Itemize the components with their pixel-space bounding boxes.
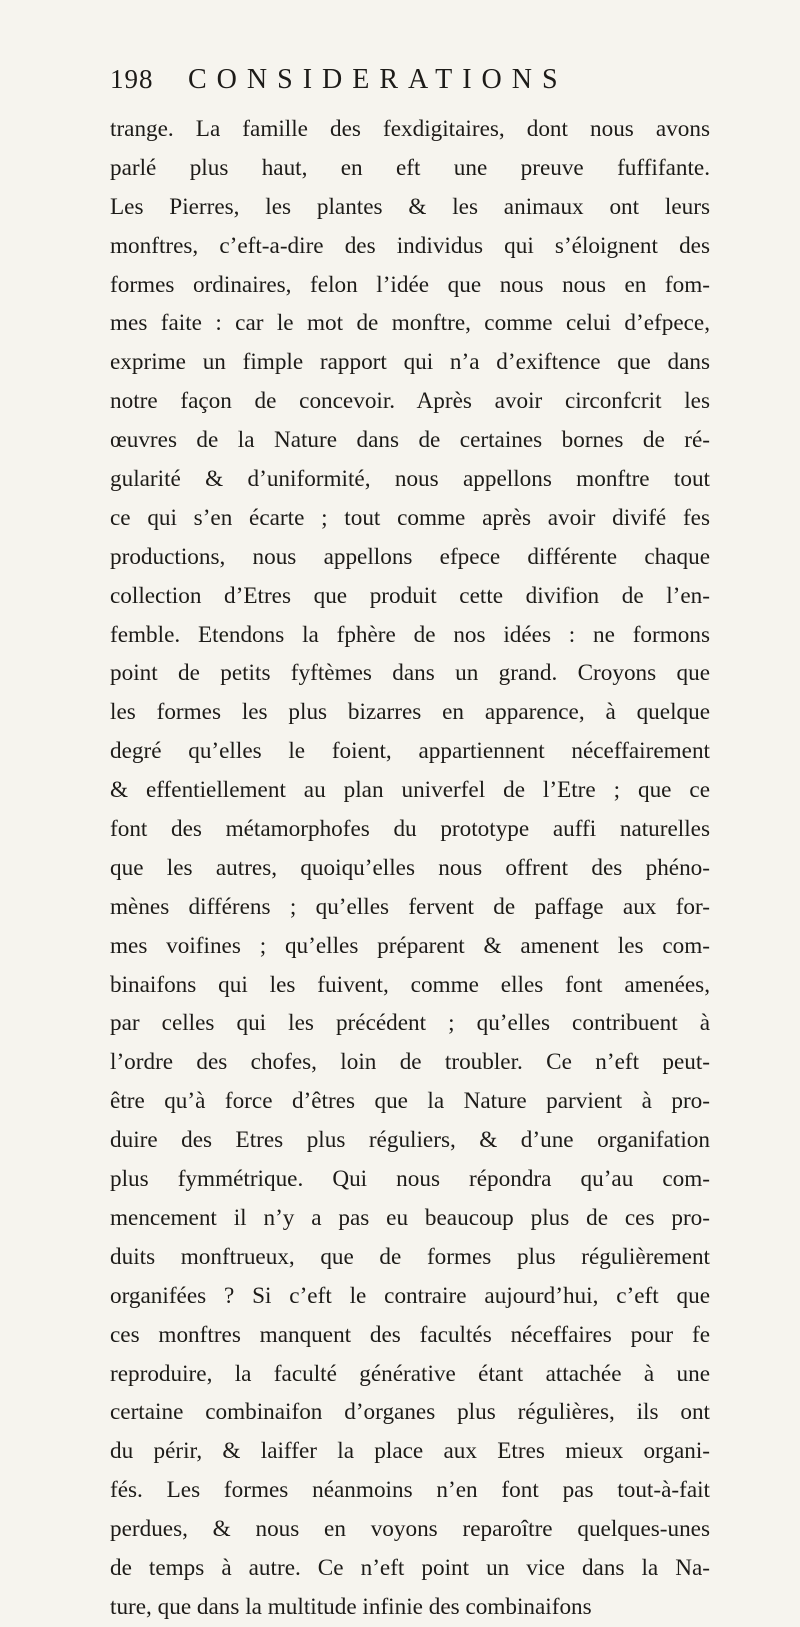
body-text bbox=[110, 110, 710, 1627]
text-line: du périr, & laiffer la place aux Etres mieux organi- bbox=[110, 1438, 710, 1465]
text-line: notre façon de concevoir. Après avoir circonfcrit les bbox=[110, 388, 710, 415]
text-line: les formes les plus bizarres en apparence, à quelque bbox=[110, 699, 710, 726]
text-line: point de petits fyftèmes dans un grand. Croyons que bbox=[110, 660, 710, 687]
text-line: monftres, c’eft-a-dire des individus qui s’éloignent des bbox=[110, 232, 710, 259]
text-line: exprime un fimple rapport qui n’a d’exiftence que dans bbox=[110, 349, 710, 376]
text-line: binaifons qui les fuivent, comme elles font amenées, bbox=[110, 971, 710, 998]
text-line: que les autres, quoiqu’elles nous offrent des phéno- bbox=[110, 854, 710, 881]
text-line: Les Pierres, les plantes & les animaux ont leurs bbox=[110, 193, 710, 220]
text-line: duits monftrueux, que de formes plus régulièrement bbox=[110, 1243, 710, 1270]
text-line: formes ordinaires, felon l’idée que nous nous en fom- bbox=[110, 271, 710, 298]
text-line: de temps à autre. Ce n’eft point un vice dans la Na- bbox=[110, 1554, 710, 1581]
text-line: & effentiellement au plan univerfel de l’Etre ; que ce bbox=[110, 777, 710, 804]
text-line: reproduire, la faculté générative étant attachée à une bbox=[110, 1360, 710, 1387]
running-head bbox=[110, 64, 710, 104]
text-line: plus fymmétrique. Qui nous répondra qu’au com- bbox=[110, 1166, 710, 1193]
text-line: ture, que dans la multitude infinie des combinaifons bbox=[110, 1593, 592, 1620]
text-line: œuvres de la Nature dans de certaines bornes de ré- bbox=[110, 427, 710, 454]
text-line: productions, nous appellons efpece différente chaque bbox=[110, 543, 710, 570]
text-line: collection d’Etres que produit cette divifion de l’en- bbox=[110, 582, 710, 609]
text-line: mènes différens ; qu’elles fervent de paffage aux for- bbox=[110, 893, 710, 920]
text-line: ce qui s’en écarte ; tout comme après avoir divifé fes bbox=[110, 504, 710, 531]
text-line: femble. Etendons la fphère de nos idées : ne formons bbox=[110, 621, 710, 648]
running-head-title: CONSIDERATIONS bbox=[188, 64, 568, 95]
text-line: ces monftres manquent des facultés néceffaires pour fe bbox=[110, 1321, 710, 1348]
text-line: mes faite : car le mot de monftre, comme celui d’efpece, bbox=[110, 310, 710, 337]
text-line: degré qu’elles le foient, appartiennent néceffairement bbox=[110, 738, 710, 765]
text-line: gularité & d’uniformité, nous appellons monftre tout bbox=[110, 466, 710, 493]
text-line: l’ordre des chofes, loin de troubler. Ce n’eft peut- bbox=[110, 1049, 710, 1076]
text-line: par celles qui les précédent ; qu’elles contribuent à bbox=[110, 1010, 710, 1037]
page-number: 198 bbox=[110, 64, 154, 94]
text-line: certaine combinaifon d’organes plus régulières, ils ont bbox=[110, 1399, 710, 1426]
text-line: perdues, & nous en voyons reparoître quelques-unes bbox=[110, 1516, 710, 1543]
text-line: mes voifines ; qu’elles préparent & amenent les com- bbox=[110, 932, 710, 959]
text-line: fés. Les formes néanmoins n’en font pas tout-à-fait bbox=[110, 1477, 710, 1504]
text-line: mencement il n’y a pas eu beaucoup plus de ces pro- bbox=[110, 1204, 710, 1231]
text-line: trange. La famille des fexdigitaires, dont nous avons bbox=[110, 116, 710, 142]
text-line: organifées ? Si c’eft le contraire aujourd’hui, c’eft que bbox=[110, 1282, 710, 1309]
text-line: font des métamorphofes du prototype auffi naturelles bbox=[110, 816, 710, 843]
text-line: être qu’à force d’êtres que la Nature parvient à pro- bbox=[110, 1088, 710, 1115]
text-line: duire des Etres plus réguliers, & d’une organifation bbox=[110, 1127, 710, 1154]
text-line: parlé plus haut, en eft une preuve fuffifante. bbox=[110, 154, 710, 181]
